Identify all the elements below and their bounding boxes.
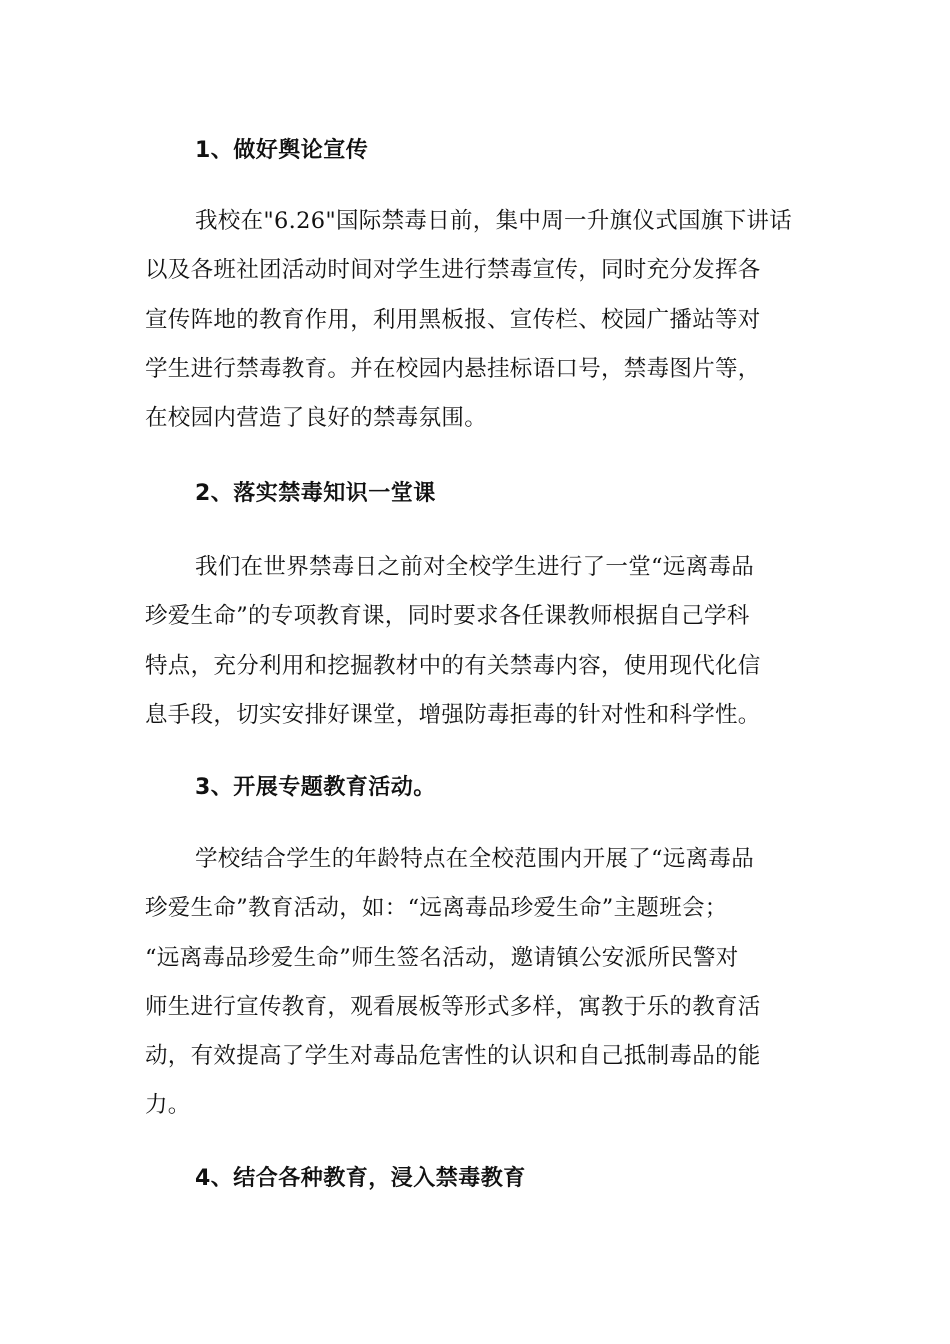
paragraph-line: 息手段，切实安排好课堂，增强防毒拒毒的针对性和科学性。 bbox=[145, 701, 761, 728]
paragraph-line: 宣传阵地的教育作用，利用黑板报、宣传栏、校园广播站等对 bbox=[145, 306, 761, 333]
paragraph-line: 师生进行宣传教育，观看展板等形式多样，寓教于乐的教育活 bbox=[145, 993, 761, 1020]
section-paragraph-2 bbox=[145, 543, 815, 740]
paragraph-line: 力。 bbox=[145, 1092, 191, 1119]
paragraph-line: “远离毒品珍爱生命”师生签名活动，邀请镇公安派所民警对 bbox=[145, 944, 739, 971]
section-paragraph-3 bbox=[145, 835, 815, 1131]
paragraph-line: 在校园内营造了良好的禁毒氛围。 bbox=[145, 405, 488, 432]
paragraph-line: 学校结合学生的年龄特点在全校范围内开展了“远离毒品 bbox=[195, 846, 755, 872]
paragraph-line: 特点，充分利用和挖掘教材中的有关禁毒内容，使用现代化信 bbox=[145, 652, 761, 679]
paragraph-line: 珍爱生命”的专项教育课，同时要求各任课教师根据自己学科 bbox=[145, 603, 750, 630]
paragraph-line: 珍爱生命”教育活动，如：“远离毒品珍爱生命”主题班会； bbox=[145, 895, 728, 922]
paragraph-line: 我们在世界禁毒日之前对全校学生进行了一堂“远离毒品 bbox=[195, 554, 755, 580]
section-heading-4: 4、结合各种教育，浸入禁毒教育 bbox=[195, 1166, 526, 1191]
section-heading-3: 3、开展专题教育活动。 bbox=[195, 775, 436, 800]
section-heading-1: 1、做好舆论宣传 bbox=[195, 138, 369, 163]
paragraph-line: 学生进行禁毒教育。并在校园内悬挂标语口号，禁毒图片等， bbox=[145, 355, 761, 382]
section-paragraph-1 bbox=[145, 197, 815, 443]
section-heading-2: 2、落实禁毒知识一堂课 bbox=[195, 481, 436, 506]
paragraph-line: 以及各班社团活动时间对学生进行禁毒宣传，同时充分发挥各 bbox=[145, 257, 761, 284]
paragraph-line: 动，有效提高了学生对毒品危害性的认识和自己抵制毒品的能 bbox=[145, 1043, 761, 1070]
paragraph-line: 我校在"6.26"国际禁毒日前，集中周一升旗仪式国旗下讲话 bbox=[195, 208, 792, 234]
